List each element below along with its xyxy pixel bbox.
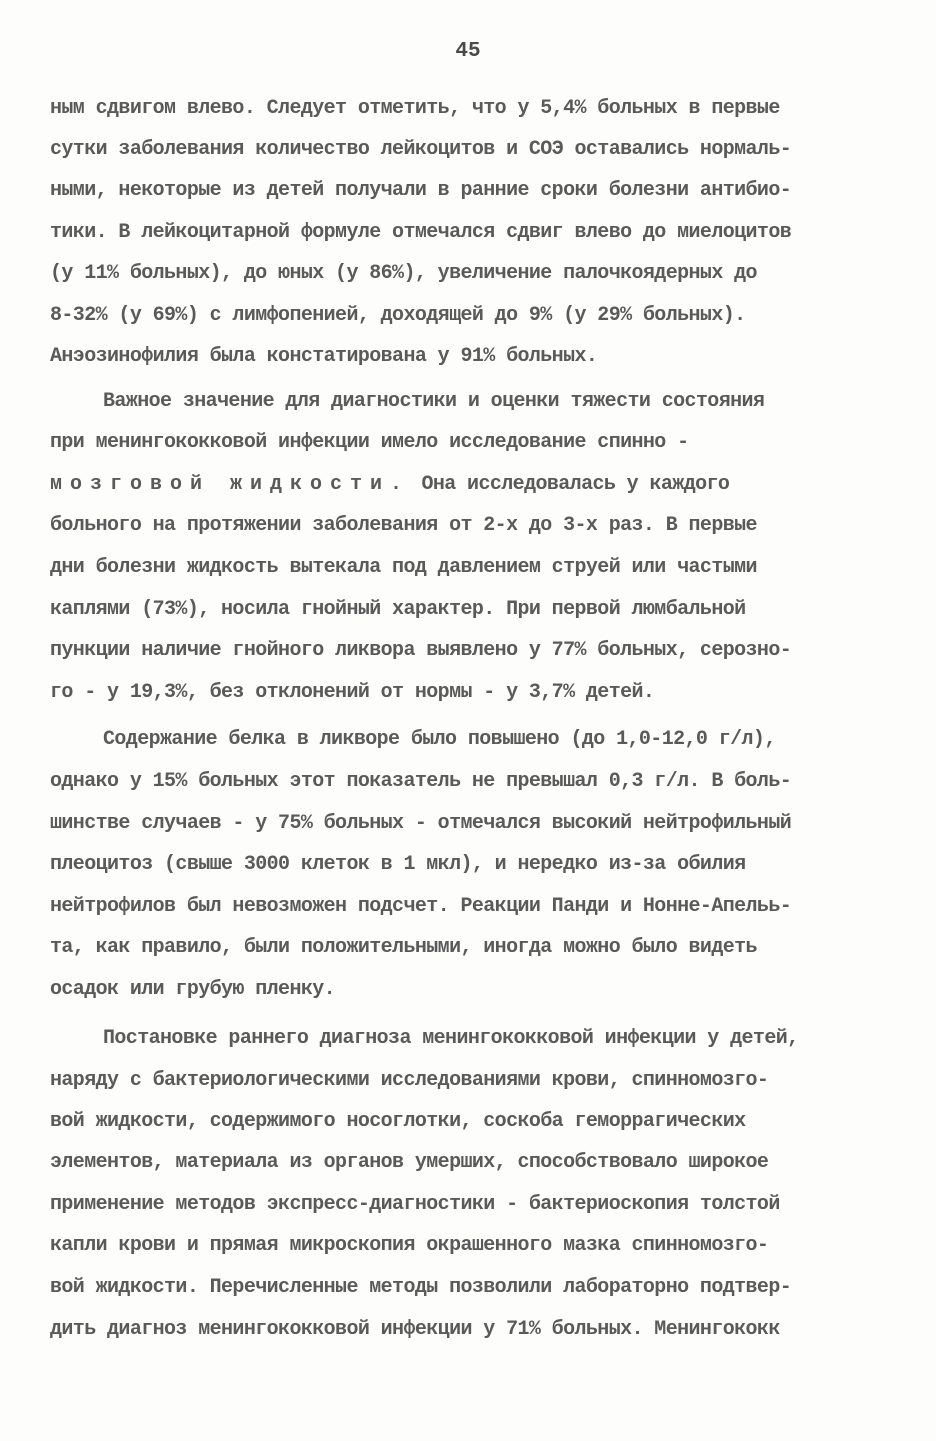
text-line: дни болезни жидкость вытекала под давлением струей или частыми [50,556,757,579]
text-line: дить диагноз менингококковой инфекции у 71% больных. Менингококк [50,1318,780,1341]
text-line: шинстве случаев - у 75% больных - отмечался высокий нейтрофильный [50,812,792,835]
text-line: капли крови и прямая микроскопия окрашенного мазка спинномозго- [50,1234,769,1257]
text-line: однако у 15% больных этот показатель не превышал 0,3 г/л. В боль- [50,770,792,793]
text-line: при менингококковой инфекции имело исследование спинно - [50,431,689,454]
text-line: вой жидкости, содержимого носоглотки, соскоба геморрагических [50,1110,746,1133]
text-line: пункции наличие гнойного ликвора выявлено у 77% больных, серозно- [50,639,792,662]
paragraph-first-line: Постановке раннего диагноза менингококковой инфекции у детей, [103,1027,799,1050]
text-line: та, как правило, были положительными, иногда можно было видеть [50,936,757,959]
text-line: тики. В лейкоцитарной формуле отмечался сдвиг влево до миелоцитов [50,221,792,244]
text-line: сутки заболевания количество лейкоцитов и СОЭ оставались нормаль- [50,138,792,161]
spaced-term: мозговой жидкости. [50,473,411,496]
text-line: применение методов экспресс-диагностики - бактериоскопия толстой [50,1193,780,1216]
text-line: больного на протяжении заболевания от 2-х до 3-х раз. В первые [50,514,757,537]
paragraph-first-line: Содержание белка в ликворе было повышено (до 1,0-12,0 г/л), [103,728,776,751]
text-line: плеоцитоз (свыше 3000 клеток в 1 мкл), и нередко из-за обилия [50,853,746,876]
text-line: вой жидкости. Перечисленные методы позволили лабораторно подтвер- [50,1276,792,1299]
text-line: нейтрофилов был невозможен подсчет. Реакции Панди и Нонне-Апельь- [50,895,792,918]
text-line: каплями (73%), носила гнойный характер. При первой люмбальной [50,598,746,621]
text-line: ным сдвигом влево. Следует отметить, что у 5,4% больных в первые [50,97,780,120]
text-line: Анэозинофилия была констатирована у 91% больных. [50,345,598,368]
text-line: 8-32% (у 69%) с лимфопенией, доходящей до 9% (у 29% больных). [50,304,746,327]
text-line: осадок или грубую пленку. [50,978,336,1001]
text-line: наряду с бактериологическими исследованиями крови, спинномозго- [50,1069,769,1092]
text-line: го - у 19,3%, без отклонений от нормы - у 3,7% детей. [50,681,655,704]
text-segment: Она исследовалась у каждого [410,473,730,496]
text-line: ными, некоторые из детей получали в ранние сроки болезни антибио- [50,179,792,202]
text-line [50,472,729,498]
text-line: элементов, материала из органов умерших, способствовало широкое [50,1151,769,1174]
paragraph-first-line: Важное значение для диагностики и оценки тяжести состояния [103,390,765,413]
text-line: (у 11% больных), до юных (у 86%), увеличение палочкоядерных до [50,262,757,285]
page-number: 45 [455,40,481,63]
